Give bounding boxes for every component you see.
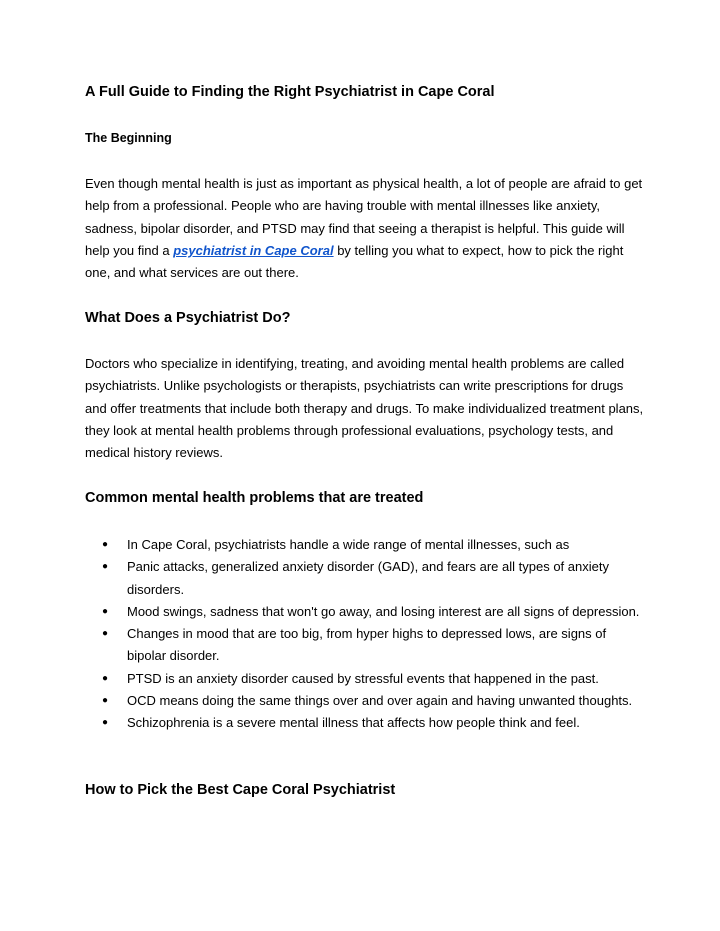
list-item <box>85 690 645 712</box>
bullet-icon: ● <box>102 628 109 640</box>
intro-paragraph <box>85 173 645 284</box>
list-item-text: Schizophrenia is a severe mental illness that affects how people think and feel. <box>127 715 580 731</box>
intro-heading: The Beginning <box>85 131 172 145</box>
bullet-icon: ● <box>102 561 109 573</box>
list-item-text: PTSD is an anxiety disorder caused by stressful events that happened in the past. <box>127 670 599 686</box>
list-item <box>85 556 645 601</box>
list-item-text: In Cape Coral, psychiatrists handle a wide range of mental illnesses, such as <box>127 537 570 552</box>
psychiatrist-cape-coral-link[interactable]: psychiatrist in Cape Coral <box>173 242 334 258</box>
bullet-icon: ● <box>102 717 109 729</box>
bullet-icon: ● <box>102 672 109 684</box>
section-paragraph-what-does: Doctors who specialize in identifying, treating, and avoiding mental health problems are called psychiatrists. Unlike psychologists or therapists, psychiatrists can write prescriptions for drugs and offer treatments that include both therapy and drugs. To make individualized treatment plans, they look at mental health problems through professional evaluations, psychology tests, and medical history reviews. <box>85 356 644 461</box>
list-item-text: Mood swings, sadness that won't go away, and losing interest are all signs of depression. <box>127 603 640 619</box>
intro-text-after: by telling you what to expect, how to pick the right one, and what services are out there. <box>85 242 624 281</box>
conditions-list <box>85 534 645 735</box>
list-item <box>85 534 645 556</box>
section-heading-common-problems: Common mental health problems that are treated <box>85 490 424 506</box>
list-item <box>85 712 645 734</box>
list-item-text: Changes in mood that are too big, from hyper highs to depressed lows, are signs of bipolar disorder. <box>127 626 607 664</box>
bullet-icon: ● <box>102 539 109 550</box>
intro-text-before: Even though mental health is just as important as physical health, a lot of people are afraid to get help from a professional. People who are having trouble with mental illnesses like anxiety, sadness, bipolar disorder, and PTSD may find that seeing a therapist is helpful. This guide will help you find a <box>85 176 643 258</box>
document-title: A Full Guide to Finding the Right Psychiatrist in Cape Coral <box>85 84 495 100</box>
list-item <box>85 623 645 668</box>
section-heading-what-does: What Does a Psychiatrist Do? <box>85 310 291 326</box>
list-item <box>85 668 645 690</box>
section-heading-how-to-pick: How to Pick the Best Cape Coral Psychiatrist <box>85 782 396 798</box>
list-item-text: Panic attacks, generalized anxiety disorder (GAD), and fears are all types of anxiety disorders. <box>127 559 609 597</box>
list-item-text: OCD means doing the same things over and over again and having unwanted thoughts. <box>127 693 633 709</box>
list-item <box>85 601 645 623</box>
bullet-icon: ● <box>102 605 109 617</box>
bullet-icon: ● <box>102 695 109 707</box>
